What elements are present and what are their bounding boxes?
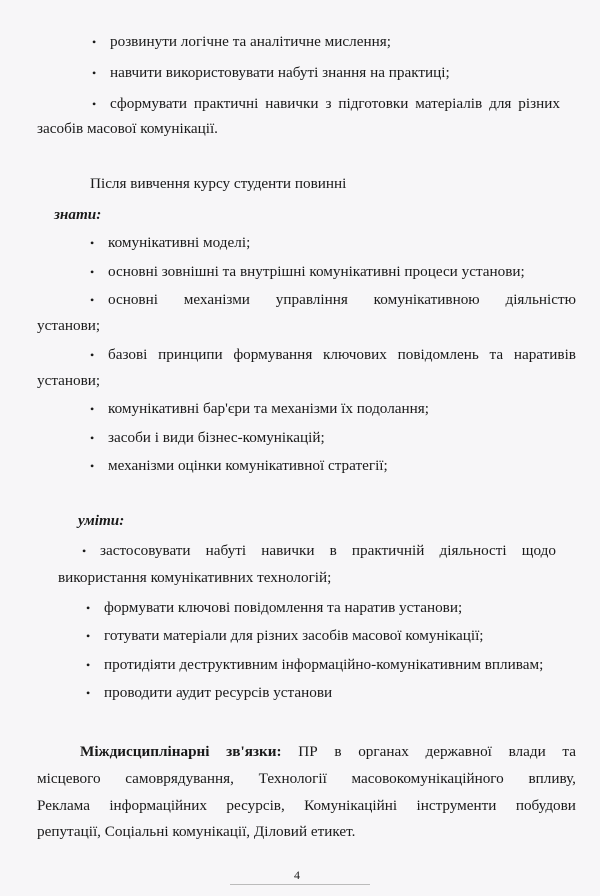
- bullet-item: [92, 94, 560, 114]
- bullet-dot: •: [90, 459, 95, 473]
- bullet-text: розвинути логічне та аналітичне мислення;: [110, 33, 391, 50]
- interdisciplinary-line-3: Реклама інформаційних ресурсів, Комунікаційні інструменти побудови: [37, 797, 576, 814]
- bullet-text: засоби і види бізнес-комунікацій;: [108, 429, 325, 446]
- bullet-item: [90, 456, 388, 476]
- bullet-dot: •: [90, 348, 95, 362]
- bullet-item: [90, 233, 251, 253]
- interdisciplinary-line-2: місцевого самоврядування, Технології масовокомунікаційного впливу,: [37, 770, 576, 787]
- interdisciplinary-line-4: репутації, Соціальні комунікації, Діловий етикет.: [37, 823, 356, 840]
- bullet-text: механізми оцінки комунікативної стратегії;: [108, 457, 388, 474]
- bullet-item: [82, 541, 556, 561]
- bullet-text: навчити використовувати набуті знання на практиці;: [110, 64, 450, 81]
- bullet-item: [86, 598, 463, 618]
- section-heading-know: знати:: [54, 206, 102, 223]
- bullet-text: основні зовнішні та внутрішні комунікативні процеси установи;: [108, 263, 525, 280]
- bullet-dot: •: [92, 97, 97, 111]
- page-number: 4: [294, 868, 300, 882]
- bullet-dot: •: [86, 629, 91, 643]
- paragraph-line: використання комунікативних технологій;: [58, 569, 332, 586]
- bullet-text: проводити аудит ресурсів установи: [104, 684, 333, 701]
- footer-divider: [230, 884, 370, 885]
- paragraph-line: засобів масової комунікації.: [37, 120, 218, 137]
- bullet-dot: •: [86, 686, 91, 700]
- bullet-text-line: застосовувати набуті навички в практичній діяльності щодо: [100, 542, 556, 559]
- bullet-item: [86, 683, 333, 703]
- bullet-item: [86, 655, 544, 675]
- bullet-dot: •: [90, 293, 95, 307]
- bullet-item: [92, 63, 450, 83]
- bullet-dot: •: [92, 66, 97, 80]
- bullet-dot: •: [86, 658, 91, 672]
- bullet-text: комунікативні моделі;: [108, 234, 251, 251]
- bullet-item: [90, 399, 429, 419]
- bullet-item: [90, 428, 325, 448]
- bullet-item: [90, 290, 576, 310]
- paragraph-line: установи;: [37, 372, 101, 389]
- bullet-text-line: базові принципи формування ключових повідомлень та наративів: [108, 346, 576, 363]
- bullet-item: [86, 626, 484, 646]
- bullet-dot: •: [92, 35, 97, 49]
- bullet-item: [90, 262, 525, 282]
- bullet-dot: •: [90, 402, 95, 416]
- interdisciplinary-line-1: Міждисциплінарні зв'язки: ПР в органах державної влади та: [80, 743, 576, 760]
- bullet-dot: •: [90, 431, 95, 445]
- bullet-text: готувати матеріали для різних засобів масової комунікації;: [104, 627, 484, 644]
- bullet-dot: •: [86, 601, 91, 615]
- paragraph-line: Після вивчення курсу студенти повинні: [90, 175, 347, 192]
- bullet-dot: •: [90, 265, 95, 279]
- bullet-dot: •: [82, 544, 87, 558]
- bullet-item: [92, 32, 391, 52]
- bullet-text: комунікативні бар'єри та механізми їх подолання;: [108, 400, 429, 417]
- bullet-text: протидіяти деструктивним інформаційно-комунікативним впливам;: [104, 656, 544, 673]
- bullet-text-line: основні механізми управління комунікативною діяльністю: [108, 291, 576, 308]
- paragraph-line: установи;: [37, 317, 101, 334]
- bullet-text: формувати ключові повідомлення та наратив установи;: [104, 599, 463, 616]
- bullet-item: [90, 345, 576, 365]
- section-heading-able: уміти:: [78, 512, 125, 529]
- bullet-text-line: сформувати практичні навички з підготовки матеріалів для різних: [110, 95, 560, 112]
- bullet-dot: •: [90, 236, 95, 250]
